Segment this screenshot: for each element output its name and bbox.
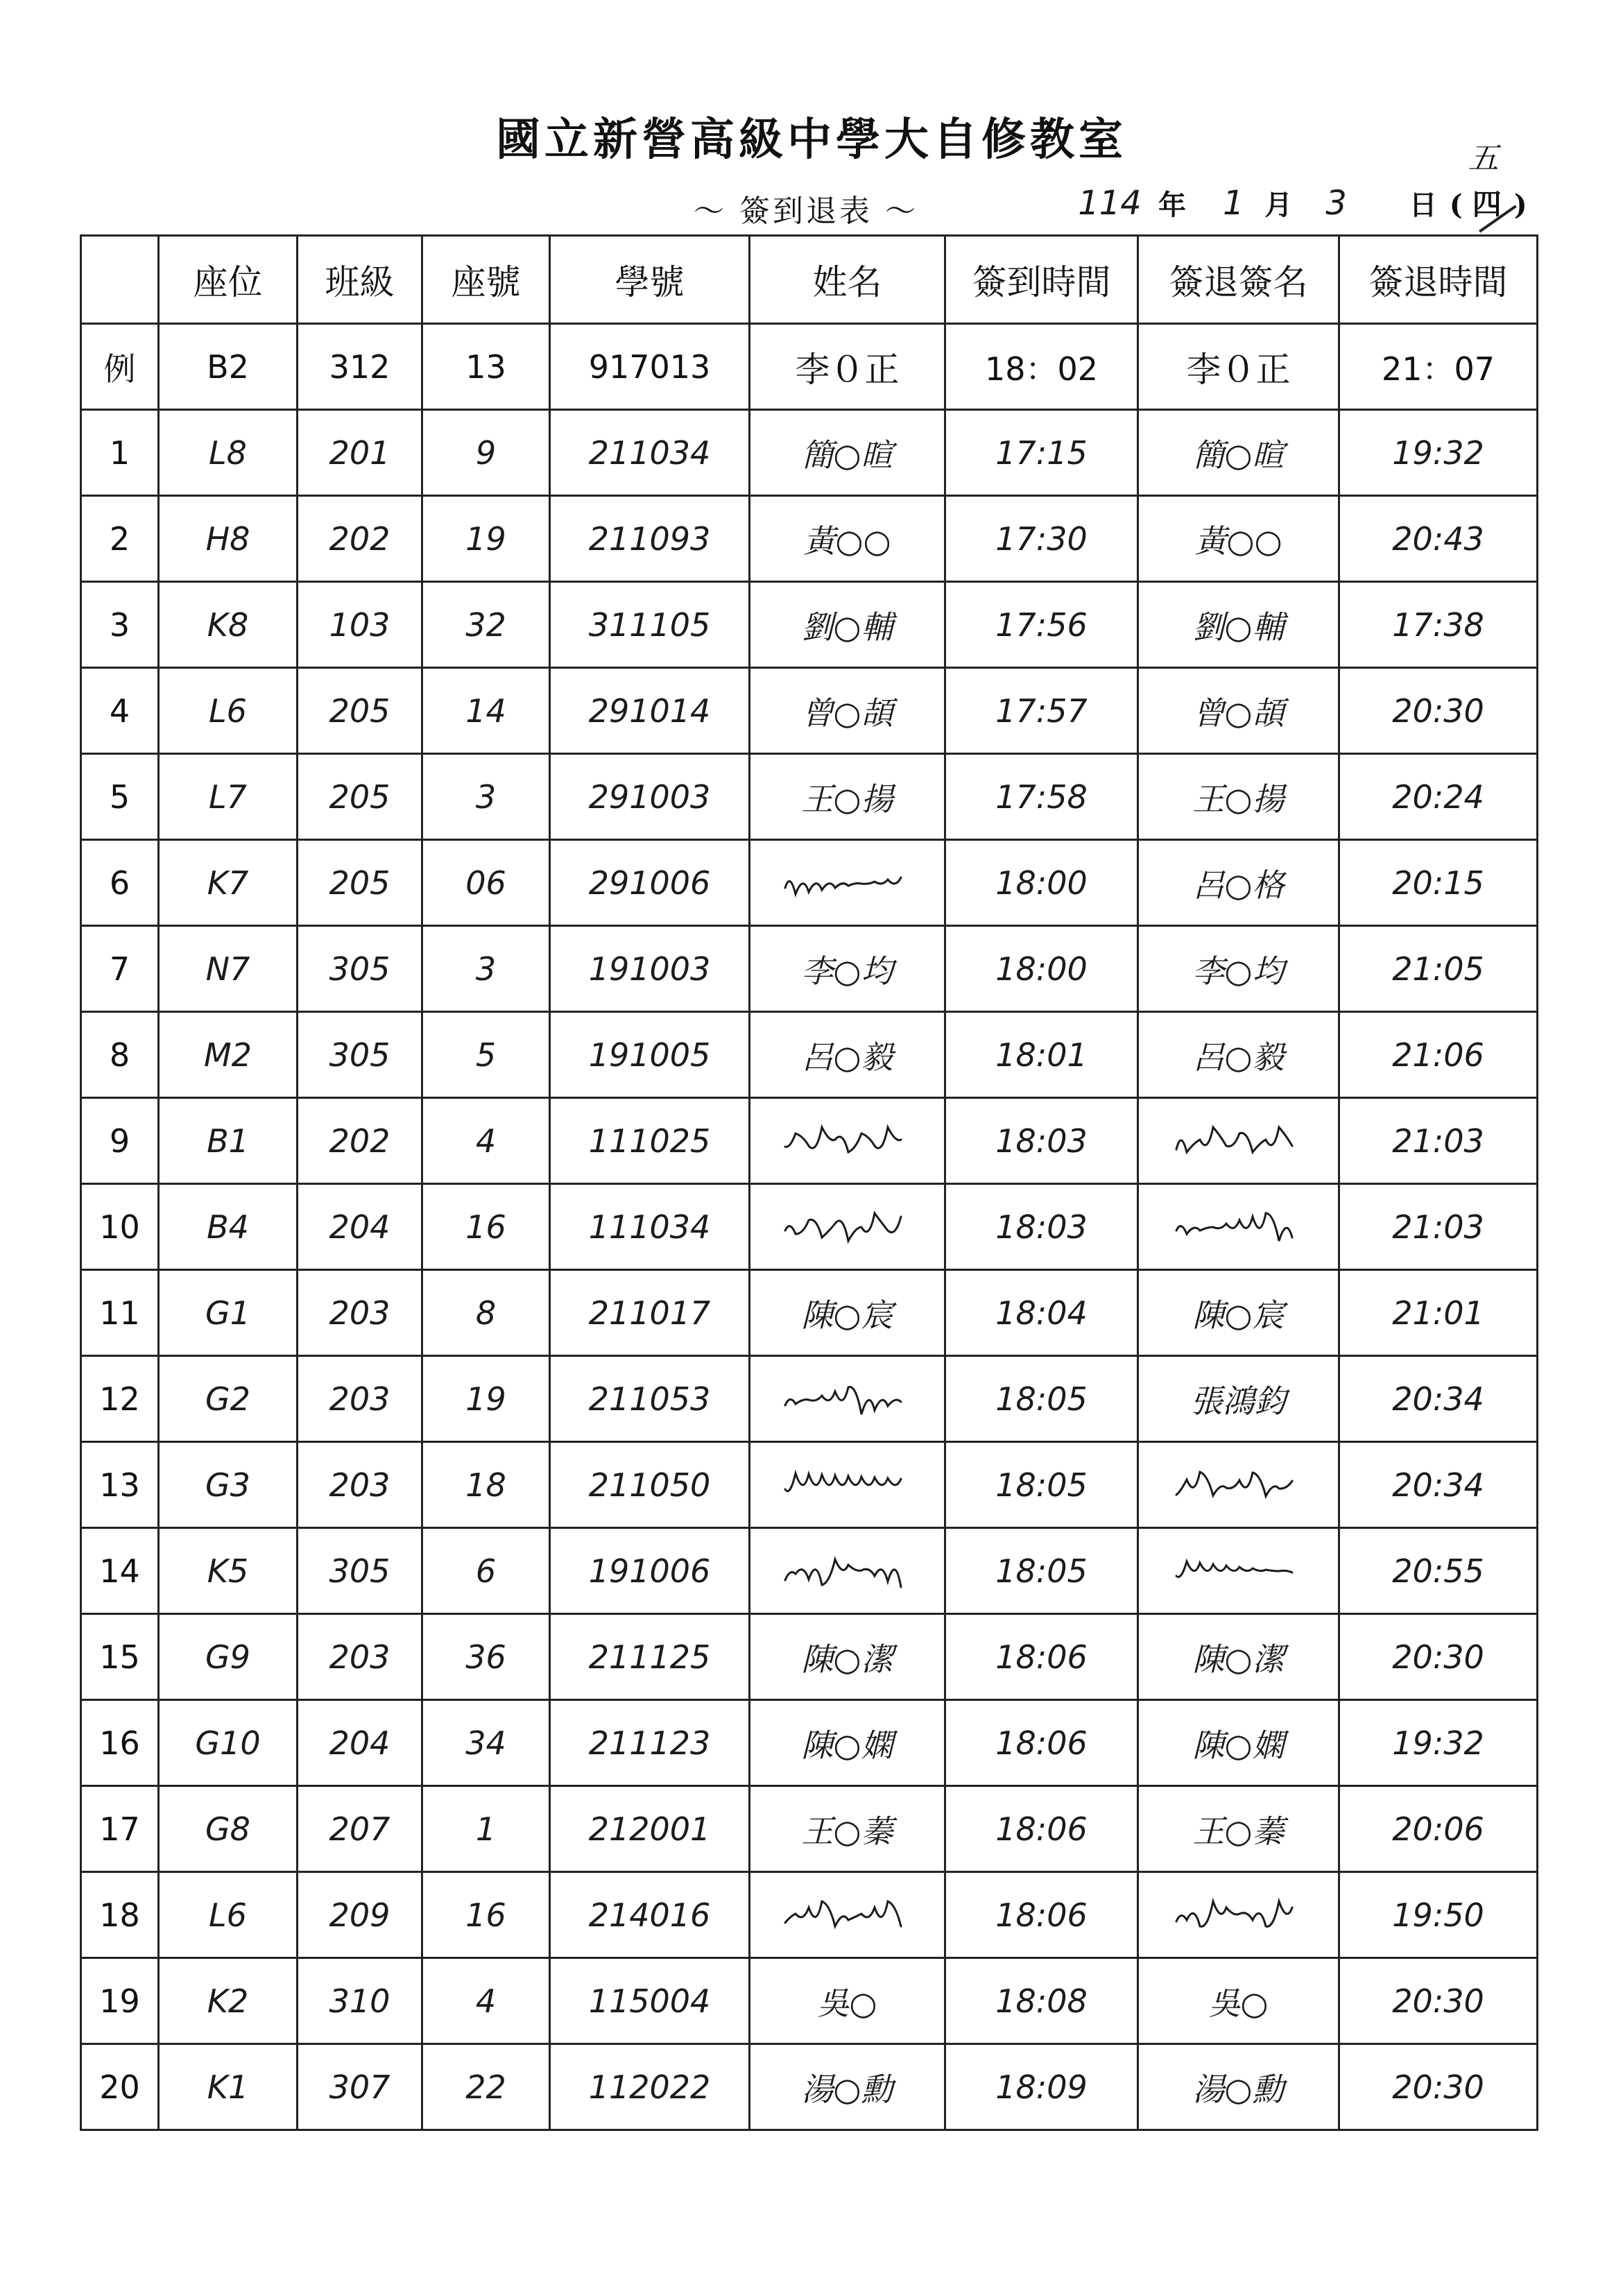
cell-name-scribble xyxy=(750,1184,945,1270)
cell-number: 8 xyxy=(422,1270,550,1356)
cell-student-id: 311105 xyxy=(550,582,750,668)
cell-class: 202 xyxy=(298,496,422,582)
cell-signout-signature: 簡○暄 xyxy=(1138,410,1339,496)
cell-sign-out: 20:34 xyxy=(1339,1356,1538,1442)
example-label: 例 xyxy=(81,324,159,410)
cell-name: 王○蓁 xyxy=(750,1786,945,1872)
cell-signout-signature: 李○均 xyxy=(1138,926,1339,1012)
row-number: 17 xyxy=(81,1786,159,1872)
table-row xyxy=(81,1442,1538,1528)
date-day: 3 xyxy=(1325,184,1347,223)
cell-sign-in: 18:05 xyxy=(945,1442,1138,1528)
cell-class: 310 xyxy=(298,1958,422,2044)
cell-sign-in: 18:06 xyxy=(945,1614,1138,1700)
cell-sign-in: 18:00 xyxy=(945,926,1138,1012)
cell-seat: G2 xyxy=(159,1356,298,1442)
cell-seat: K5 xyxy=(159,1528,298,1614)
cell-sign-out: 21:03 xyxy=(1339,1184,1538,1270)
cell-class: 205 xyxy=(298,668,422,754)
cell-name: 陳○宸 xyxy=(750,1270,945,1356)
cell-name: 陳○嫻 xyxy=(750,1700,945,1786)
col-header-student-id: 學號 xyxy=(550,236,750,324)
cell-class: 305 xyxy=(298,1012,422,1098)
date-month-label: 月 xyxy=(1264,189,1293,221)
signature-scribble-icon xyxy=(778,1547,917,1595)
cell-class: 205 xyxy=(298,840,422,926)
row-number: 15 xyxy=(81,1614,159,1700)
cell-number: 6 xyxy=(422,1528,550,1614)
cell-sign-in: 18:05 xyxy=(945,1528,1138,1614)
signature-scribble-icon xyxy=(1169,1891,1308,1939)
cell-sign-in: 17:58 xyxy=(945,754,1138,840)
table-row xyxy=(81,1012,1538,1098)
cell-name: 曾○頡 xyxy=(750,668,945,754)
cell-class: 204 xyxy=(298,1184,422,1270)
cell-signout-signature-scribble xyxy=(1138,1442,1339,1528)
cell-seat: K8 xyxy=(159,582,298,668)
cell-seat: G3 xyxy=(159,1442,298,1528)
cell-student-id: 211050 xyxy=(550,1442,750,1528)
cell-name: 簡○暄 xyxy=(750,410,945,496)
table-row xyxy=(81,926,1538,1012)
cell-seat: K7 xyxy=(159,840,298,926)
example-student-id: 917013 xyxy=(550,324,750,410)
example-seat: B2 xyxy=(159,324,298,410)
cell-student-id: 191005 xyxy=(550,1012,750,1098)
cell-seat: G10 xyxy=(159,1700,298,1786)
example-sign-in: 18：02 xyxy=(945,324,1138,410)
example-row xyxy=(81,324,1538,410)
cell-sign-out: 21:06 xyxy=(1339,1012,1538,1098)
cell-signout-signature: 黃○○ xyxy=(1138,496,1339,582)
cell-name: 湯○勳 xyxy=(750,2044,945,2130)
col-header-sign-out-time: 簽退時間 xyxy=(1339,236,1538,324)
cell-student-id: 291006 xyxy=(550,840,750,926)
cell-seat: L6 xyxy=(159,668,298,754)
cell-student-id: 211017 xyxy=(550,1270,750,1356)
cell-sign-in: 18:06 xyxy=(945,1786,1138,1872)
table-row xyxy=(81,1614,1538,1700)
cell-sign-out: 20:30 xyxy=(1339,1958,1538,2044)
cell-sign-out: 19:50 xyxy=(1339,1872,1538,1958)
cell-student-id: 191006 xyxy=(550,1528,750,1614)
cell-seat: H8 xyxy=(159,496,298,582)
cell-sign-out: 19:32 xyxy=(1339,1700,1538,1786)
cell-name-scribble xyxy=(750,1356,945,1442)
cell-student-id: 214016 xyxy=(550,1872,750,1958)
example-number: 13 xyxy=(422,324,550,410)
date-year-label: 年 xyxy=(1158,189,1186,221)
cell-sign-out: 20:30 xyxy=(1339,1614,1538,1700)
signature-scribble-icon xyxy=(1169,1461,1308,1509)
cell-sign-in: 18:03 xyxy=(945,1098,1138,1184)
cell-class: 207 xyxy=(298,1786,422,1872)
col-header-index xyxy=(81,236,159,324)
signature-scribble-icon xyxy=(1169,1117,1308,1165)
cell-seat: L7 xyxy=(159,754,298,840)
row-number: 16 xyxy=(81,1700,159,1786)
cell-number: 4 xyxy=(422,1098,550,1184)
cell-signout-signature: 陳○嫻 xyxy=(1138,1700,1339,1786)
cell-sign-out: 21:03 xyxy=(1339,1098,1538,1184)
cell-signout-signature-scribble xyxy=(1138,1098,1339,1184)
table-row xyxy=(81,1700,1538,1786)
cell-sign-out: 21:05 xyxy=(1339,926,1538,1012)
cell-student-id: 211123 xyxy=(550,1700,750,1786)
cell-signout-signature: 王○蓁 xyxy=(1138,1786,1339,1872)
cell-seat: K2 xyxy=(159,1958,298,2044)
table-row xyxy=(81,840,1538,926)
cell-sign-out: 20:06 xyxy=(1339,1786,1538,1872)
table-row xyxy=(81,582,1538,668)
cell-sign-out: 20:24 xyxy=(1339,754,1538,840)
col-header-sign-in-time: 簽到時間 xyxy=(945,236,1138,324)
row-number: 2 xyxy=(81,496,159,582)
example-sign-out: 21：07 xyxy=(1339,324,1538,410)
cell-sign-out: 20:34 xyxy=(1339,1442,1538,1528)
cell-number: 1 xyxy=(422,1786,550,1872)
weekday-struck: 四 xyxy=(1472,187,1502,221)
date-line xyxy=(1068,141,1527,223)
cell-number: 3 xyxy=(422,754,550,840)
signin-table xyxy=(80,234,1538,2131)
cell-name-scribble xyxy=(750,1528,945,1614)
cell-student-id: 291003 xyxy=(550,754,750,840)
cell-student-id: 115004 xyxy=(550,1958,750,2044)
cell-number: 4 xyxy=(422,1958,550,2044)
cell-class: 305 xyxy=(298,1528,422,1614)
cell-number: 19 xyxy=(422,1356,550,1442)
cell-seat: N7 xyxy=(159,926,298,1012)
cell-class: 307 xyxy=(298,2044,422,2130)
table-row xyxy=(81,410,1538,496)
row-number: 5 xyxy=(81,754,159,840)
table-row xyxy=(81,2044,1538,2130)
cell-seat: M2 xyxy=(159,1012,298,1098)
header-row xyxy=(81,236,1538,324)
col-header-class: 班級 xyxy=(298,236,422,324)
table-row xyxy=(81,1958,1538,2044)
table-row xyxy=(81,1786,1538,1872)
cell-class: 203 xyxy=(298,1442,422,1528)
cell-sign-in: 18:06 xyxy=(945,1872,1138,1958)
signature-scribble-icon xyxy=(778,1375,917,1423)
cell-sign-out: 17:38 xyxy=(1339,582,1538,668)
cell-number: 14 xyxy=(422,668,550,754)
cell-seat: G1 xyxy=(159,1270,298,1356)
cell-signout-signature: 吳○ xyxy=(1138,1958,1339,2044)
cell-seat: K1 xyxy=(159,2044,298,2130)
row-number: 7 xyxy=(81,926,159,1012)
cell-sign-out: 20:43 xyxy=(1339,496,1538,582)
cell-name-scribble xyxy=(750,1098,945,1184)
cell-seat: B4 xyxy=(159,1184,298,1270)
row-number: 6 xyxy=(81,840,159,926)
table-row xyxy=(81,1184,1538,1270)
table-row xyxy=(81,754,1538,840)
cell-class: 201 xyxy=(298,410,422,496)
cell-signout-signature: 劉○輔 xyxy=(1138,582,1339,668)
col-header-name: 姓名 xyxy=(750,236,945,324)
cell-sign-out: 21:01 xyxy=(1339,1270,1538,1356)
signature-scribble-icon xyxy=(778,1117,917,1165)
cell-sign-out: 20:15 xyxy=(1339,840,1538,926)
cell-name: 王○揚 xyxy=(750,754,945,840)
example-signout-signature: 李０正 xyxy=(1138,324,1339,410)
cell-student-id: 211034 xyxy=(550,410,750,496)
date-month: 1 xyxy=(1222,184,1244,223)
signature-scribble-icon xyxy=(778,1203,917,1251)
cell-student-id: 111025 xyxy=(550,1098,750,1184)
cell-signout-signature: 曾○頡 xyxy=(1138,668,1339,754)
cell-sign-out: 19:32 xyxy=(1339,410,1538,496)
cell-signout-signature-scribble xyxy=(1138,1872,1339,1958)
cell-name-scribble xyxy=(750,1872,945,1958)
cell-signout-signature: 陳○宸 xyxy=(1138,1270,1339,1356)
row-number: 12 xyxy=(81,1356,159,1442)
cell-name: 吳○ xyxy=(750,1958,945,2044)
signature-scribble-icon xyxy=(1169,1547,1308,1595)
sheet-title: 國立新營高級中學大自修教室 xyxy=(496,114,1127,166)
cell-number: 16 xyxy=(422,1184,550,1270)
cell-seat: L6 xyxy=(159,1872,298,1958)
cell-student-id: 112022 xyxy=(550,2044,750,2130)
cell-signout-signature: 王○揚 xyxy=(1138,754,1339,840)
cell-signout-signature: 張鴻鈞 xyxy=(1138,1356,1339,1442)
row-number: 14 xyxy=(81,1528,159,1614)
cell-number: 19 xyxy=(422,496,550,582)
cell-sign-in: 18:04 xyxy=(945,1270,1138,1356)
cell-signout-signature: 湯○勳 xyxy=(1138,2044,1339,2130)
cell-number: 32 xyxy=(422,582,550,668)
col-header-seat: 座位 xyxy=(159,236,298,324)
cell-name: 黃○○ xyxy=(750,496,945,582)
cell-signout-signature: 呂○格 xyxy=(1138,840,1339,926)
cell-student-id: 212001 xyxy=(550,1786,750,1872)
signature-scribble-icon xyxy=(778,1461,917,1509)
row-number: 4 xyxy=(81,668,159,754)
cell-class: 203 xyxy=(298,1356,422,1442)
cell-sign-in: 18:05 xyxy=(945,1356,1138,1442)
cell-sign-in: 18:09 xyxy=(945,2044,1138,2130)
cell-number: 36 xyxy=(422,1614,550,1700)
cell-number: 22 xyxy=(422,2044,550,2130)
cell-student-id: 211093 xyxy=(550,496,750,582)
row-number: 1 xyxy=(81,410,159,496)
table-row xyxy=(81,1270,1538,1356)
sheet-subtitle: ～ 簽到退表 ～ xyxy=(694,194,918,229)
cell-sign-in: 18:06 xyxy=(945,1700,1138,1786)
cell-class: 103 xyxy=(298,582,422,668)
cell-sign-in: 18:01 xyxy=(945,1012,1138,1098)
cell-student-id: 211053 xyxy=(550,1356,750,1442)
cell-seat: G8 xyxy=(159,1786,298,1872)
cell-name-scribble xyxy=(750,1442,945,1528)
col-header-signout-signature: 簽退簽名 xyxy=(1138,236,1339,324)
signature-scribble-icon xyxy=(778,859,917,907)
cell-signout-signature: 陳○潔 xyxy=(1138,1614,1339,1700)
cell-sign-out: 20:30 xyxy=(1339,2044,1538,2130)
cell-signout-signature: 呂○毅 xyxy=(1138,1012,1339,1098)
example-name: 李０正 xyxy=(750,324,945,410)
cell-seat: L8 xyxy=(159,410,298,496)
cell-number: 16 xyxy=(422,1872,550,1958)
cell-student-id: 211125 xyxy=(550,1614,750,1700)
cell-signout-signature-scribble xyxy=(1138,1184,1339,1270)
cell-sign-in: 18:08 xyxy=(945,1958,1138,2044)
cell-name: 陳○潔 xyxy=(750,1614,945,1700)
cell-sign-out: 20:55 xyxy=(1339,1528,1538,1614)
cell-class: 202 xyxy=(298,1098,422,1184)
row-number: 9 xyxy=(81,1098,159,1184)
date-close-paren: ) xyxy=(1513,189,1527,221)
weekday-box xyxy=(1463,141,1511,223)
cell-seat: B1 xyxy=(159,1098,298,1184)
row-number: 20 xyxy=(81,2044,159,2130)
cell-class: 203 xyxy=(298,1270,422,1356)
cell-signout-signature-scribble xyxy=(1138,1528,1339,1614)
cell-number: 18 xyxy=(422,1442,550,1528)
cell-student-id: 111034 xyxy=(550,1184,750,1270)
cell-student-id: 291014 xyxy=(550,668,750,754)
date-year: 114 xyxy=(1078,184,1142,223)
cell-class: 204 xyxy=(298,1700,422,1786)
table-row xyxy=(81,496,1538,582)
cell-class: 205 xyxy=(298,754,422,840)
cell-number: 5 xyxy=(422,1012,550,1098)
cell-class: 209 xyxy=(298,1872,422,1958)
weekday-strike-mark xyxy=(1459,177,1516,233)
row-number: 10 xyxy=(81,1184,159,1270)
cell-sign-in: 17:15 xyxy=(945,410,1138,496)
cell-number: 34 xyxy=(422,1700,550,1786)
cell-class: 203 xyxy=(298,1614,422,1700)
cell-student-id: 191003 xyxy=(550,926,750,1012)
cell-sign-in: 17:56 xyxy=(945,582,1138,668)
table-row xyxy=(81,1098,1538,1184)
cell-sign-out: 20:30 xyxy=(1339,668,1538,754)
cell-sign-in: 18:00 xyxy=(945,840,1138,926)
date-open-paren: ( xyxy=(1449,189,1463,221)
cell-number: 3 xyxy=(422,926,550,1012)
table-row xyxy=(81,668,1538,754)
example-class: 312 xyxy=(298,324,422,410)
cell-name: 李○均 xyxy=(750,926,945,1012)
table-row xyxy=(81,1528,1538,1614)
col-header-number: 座號 xyxy=(422,236,550,324)
row-number: 13 xyxy=(81,1442,159,1528)
row-number: 8 xyxy=(81,1012,159,1098)
cell-sign-in: 18:03 xyxy=(945,1184,1138,1270)
signature-scribble-icon xyxy=(778,1891,917,1939)
weekday-correction: 五 xyxy=(1468,141,1499,176)
cell-seat: G9 xyxy=(159,1614,298,1700)
table-row xyxy=(81,1872,1538,1958)
row-number: 18 xyxy=(81,1872,159,1958)
cell-sign-in: 17:30 xyxy=(945,496,1138,582)
cell-class: 305 xyxy=(298,926,422,1012)
cell-name: 呂○毅 xyxy=(750,1012,945,1098)
date-day-label: 日 xyxy=(1409,189,1437,221)
table-row xyxy=(81,1356,1538,1442)
signature-scribble-icon xyxy=(1169,1203,1308,1251)
cell-name-scribble xyxy=(750,840,945,926)
row-number: 19 xyxy=(81,1958,159,2044)
cell-name: 劉○輔 xyxy=(750,582,945,668)
cell-number: 9 xyxy=(422,410,550,496)
row-number: 11 xyxy=(81,1270,159,1356)
cell-number: 06 xyxy=(422,840,550,926)
cell-sign-in: 17:57 xyxy=(945,668,1138,754)
row-number: 3 xyxy=(81,582,159,668)
